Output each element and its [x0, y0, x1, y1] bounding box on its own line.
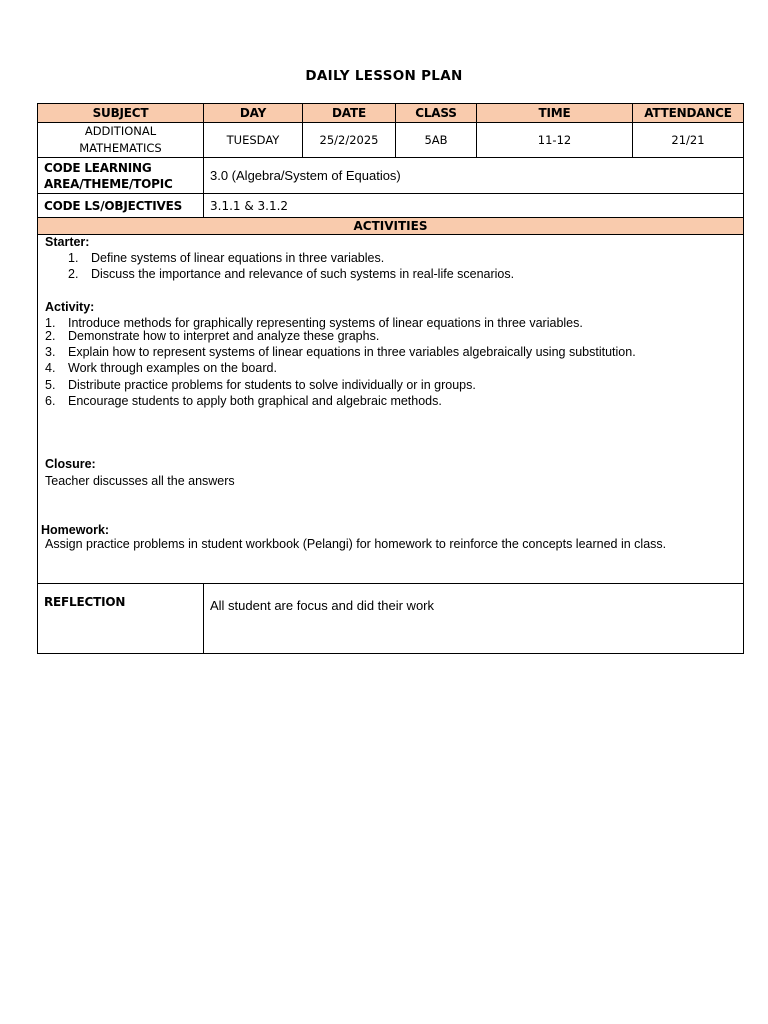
activities-content [38, 235, 743, 583]
lesson-plan-table [37, 103, 744, 654]
code-learning-row [38, 158, 744, 194]
activity-item-1: Introduce methods for graphically representing systems of linear equations in three variables. [68, 316, 583, 330]
header-subject: SUBJECT [38, 104, 204, 123]
starter-item-1: Define systems of linear equations in three variables. [91, 251, 385, 265]
activity-item-4: Work through examples on the board. [68, 361, 277, 375]
activities-header: ACTIVITIES [38, 218, 744, 235]
activities-cell [38, 235, 744, 584]
activity-item-4-num: 4. [45, 361, 56, 375]
header-day: DAY [204, 104, 303, 123]
starter-heading: Starter: [45, 235, 90, 249]
time-cell: 11-12 [477, 123, 633, 158]
closure-text: Teacher discusses all the answers [45, 474, 235, 488]
attendance-cell: 21/21 [633, 123, 744, 158]
code-learning-value: 3.0 (Algebra/System of Equatios) [204, 158, 744, 194]
header-time: TIME [477, 104, 633, 123]
activity-item-5-num: 5. [45, 378, 56, 392]
activity-heading: Activity: [45, 300, 95, 314]
activity-item-2: Demonstrate how to interpret and analyze these graphs. [68, 329, 380, 343]
page-title: DAILY LESSON PLAN [305, 68, 463, 84]
objectives-label: CODE LS/OBJECTIVES [38, 194, 204, 218]
subject-line2: MATHEMATICS [79, 141, 162, 155]
subject-cell [38, 123, 204, 158]
reflection-value: All student are focus and did their work [204, 584, 744, 654]
header-class: CLASS [396, 104, 477, 123]
activity-item-2-num: 2. [45, 329, 56, 343]
code-learning-label [38, 158, 204, 194]
objectives-row [38, 194, 744, 218]
activity-item-6: Encourage students to apply both graphical and algebraic methods. [68, 394, 442, 408]
activity-item-3-num: 3. [45, 345, 56, 359]
code-learning-label-line2: AREA/THEME/TOPIC [44, 176, 173, 191]
homework-text: Assign practice problems in student workbook (Pelangi) for homework to reinforce the concepts learned in class. [45, 537, 667, 551]
header-date: DATE [303, 104, 396, 123]
header-attendance: ATTENDANCE [633, 104, 744, 123]
starter-item-1-num: 1. [68, 251, 79, 265]
homework-heading: Homework: [41, 523, 110, 537]
activities-header-row [38, 218, 744, 235]
reflection-label: REFLECTION [38, 584, 204, 654]
date-cell: 25/2/2025 [303, 123, 396, 158]
code-learning-label-line1: CODE LEARNING [44, 160, 152, 175]
subject-line1: ADDITIONAL [84, 124, 157, 138]
activity-item-1-num: 1. [45, 316, 56, 330]
closure-heading: Closure: [45, 457, 96, 471]
class-cell: 5AB [396, 123, 477, 158]
starter-item-2: Discuss the importance and relevance of such systems in real-life scenarios. [91, 267, 515, 281]
objectives-value: 3.1.1 & 3.1.2 [204, 194, 744, 218]
reflection-row [38, 584, 744, 654]
starter-item-2-num: 2. [68, 267, 79, 281]
values-row [38, 123, 744, 158]
activity-item-3: Explain how to represent systems of linear equations in three variables algebraically using substitution. [68, 345, 636, 359]
activity-item-5: Distribute practice problems for students to solve individually or in groups. [68, 378, 476, 392]
activities-body-row [38, 235, 744, 584]
activity-item-6-num: 6. [45, 394, 56, 408]
day-cell: TUESDAY [204, 123, 303, 158]
header-row [38, 104, 744, 123]
